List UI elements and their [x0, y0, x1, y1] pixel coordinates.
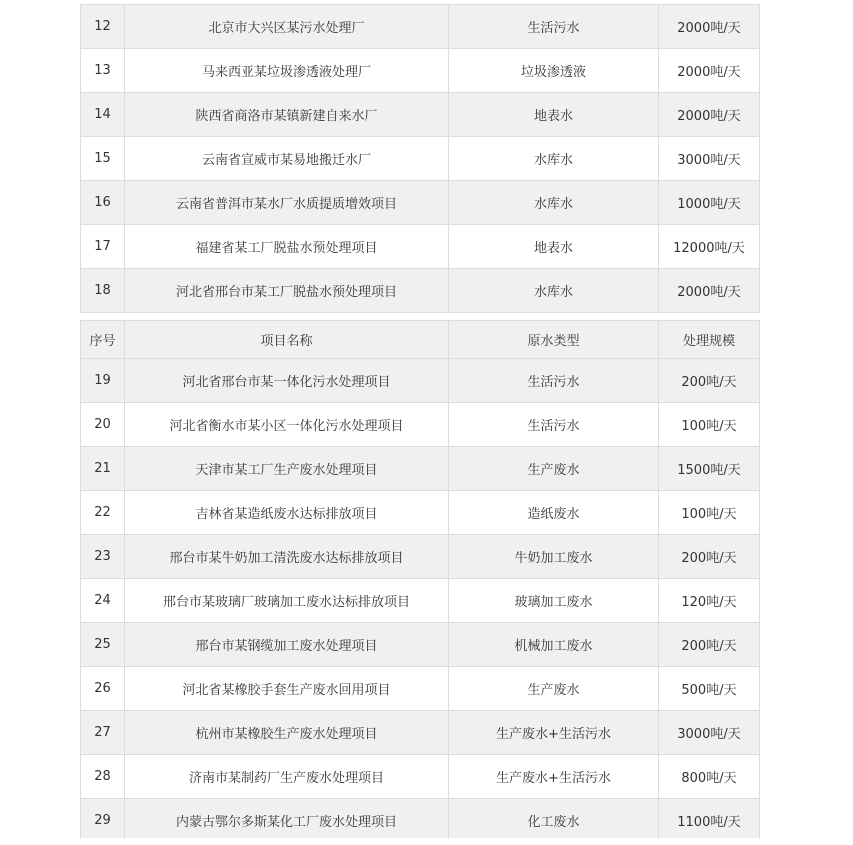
cell-no: 23	[81, 535, 125, 579]
cell-no: 25	[81, 623, 125, 667]
project-table-bottom-body	[81, 321, 760, 843]
cell-water-type: 垃圾渗透液	[449, 49, 659, 93]
header-cell-scale: 处理规模	[659, 321, 760, 359]
cell-no: 27	[81, 711, 125, 755]
table-header-row	[81, 321, 760, 359]
table-row	[81, 403, 760, 447]
cell-scale: 3000吨/天	[659, 137, 760, 181]
cell-water-type: 生产废水+生活污水	[449, 755, 659, 799]
cell-water-type: 生活污水	[449, 359, 659, 403]
table-row	[81, 579, 760, 623]
cell-project-name: 吉林省某造纸废水达标排放项目	[125, 491, 449, 535]
cell-project-name: 福建省某工厂脱盐水预处理项目	[125, 225, 449, 269]
table-row	[81, 447, 760, 491]
cell-project-name: 河北省某橡胶手套生产废水回用项目	[125, 667, 449, 711]
cell-no: 14	[81, 93, 125, 137]
cell-water-type: 造纸废水	[449, 491, 659, 535]
cell-project-name: 杭州市某橡胶生产废水处理项目	[125, 711, 449, 755]
table-row	[81, 225, 760, 269]
table-row	[81, 137, 760, 181]
cell-scale: 120吨/天	[659, 579, 760, 623]
cell-scale: 1100吨/天	[659, 799, 760, 843]
table-row	[81, 93, 760, 137]
table-row	[81, 5, 760, 49]
project-table-top	[80, 4, 760, 313]
cell-water-type: 牛奶加工废水	[449, 535, 659, 579]
cell-water-type: 机械加工废水	[449, 623, 659, 667]
table-row	[81, 181, 760, 225]
cell-no: 28	[81, 755, 125, 799]
cell-water-type: 生产废水+生活污水	[449, 711, 659, 755]
header-cell-no: 序号	[81, 321, 125, 359]
table-row	[81, 623, 760, 667]
table-row	[81, 49, 760, 93]
cell-scale: 12000吨/天	[659, 225, 760, 269]
cell-water-type: 水库水	[449, 269, 659, 313]
cell-scale: 200吨/天	[659, 623, 760, 667]
cell-no: 21	[81, 447, 125, 491]
cell-water-type: 地表水	[449, 225, 659, 269]
cell-no: 24	[81, 579, 125, 623]
cell-scale: 100吨/天	[659, 403, 760, 447]
cell-project-name: 邢台市某牛奶加工清洗废水达标排放项目	[125, 535, 449, 579]
table-row	[81, 755, 760, 799]
table-row	[81, 359, 760, 403]
cell-scale: 800吨/天	[659, 755, 760, 799]
cell-water-type: 水库水	[449, 137, 659, 181]
table-row	[81, 711, 760, 755]
cell-scale: 2000吨/天	[659, 269, 760, 313]
cell-scale: 2000吨/天	[659, 93, 760, 137]
cell-no: 29	[81, 799, 125, 843]
cell-no: 13	[81, 49, 125, 93]
cell-no: 22	[81, 491, 125, 535]
cell-project-name: 河北省邢台市某工厂脱盐水预处理项目	[125, 269, 449, 313]
bottom-fade	[0, 838, 853, 845]
cell-project-name: 天津市某工厂生产废水处理项目	[125, 447, 449, 491]
cell-project-name: 内蒙古鄂尔多斯某化工厂废水处理项目	[125, 799, 449, 843]
cell-scale: 1500吨/天	[659, 447, 760, 491]
cell-scale: 2000吨/天	[659, 5, 760, 49]
cell-scale: 1000吨/天	[659, 181, 760, 225]
cell-no: 20	[81, 403, 125, 447]
cell-project-name: 河北省衡水市某小区一体化污水处理项目	[125, 403, 449, 447]
table-row	[81, 269, 760, 313]
cell-no: 18	[81, 269, 125, 313]
cell-no: 17	[81, 225, 125, 269]
cell-no: 12	[81, 5, 125, 49]
cell-water-type: 生产废水	[449, 447, 659, 491]
header-cell-name: 项目名称	[125, 321, 449, 359]
project-table-top-body	[81, 5, 760, 313]
table-row	[81, 799, 760, 843]
cell-scale: 200吨/天	[659, 535, 760, 579]
cell-project-name: 北京市大兴区某污水处理厂	[125, 5, 449, 49]
cell-water-type: 地表水	[449, 93, 659, 137]
cell-project-name: 邢台市某玻璃厂玻璃加工废水达标排放项目	[125, 579, 449, 623]
cell-no: 26	[81, 667, 125, 711]
project-table-bottom	[80, 320, 760, 843]
cell-water-type: 生活污水	[449, 5, 659, 49]
table-row	[81, 535, 760, 579]
cell-project-name: 云南省普洱市某水厂水质提质增效项目	[125, 181, 449, 225]
cell-water-type: 生活污水	[449, 403, 659, 447]
cell-no: 19	[81, 359, 125, 403]
table-row	[81, 667, 760, 711]
cell-water-type: 生产废水	[449, 667, 659, 711]
cell-project-name: 云南省宣威市某易地搬迁水厂	[125, 137, 449, 181]
cell-scale: 2000吨/天	[659, 49, 760, 93]
cell-water-type: 化工废水	[449, 799, 659, 843]
cell-no: 15	[81, 137, 125, 181]
table-row	[81, 491, 760, 535]
cell-project-name: 马来西亚某垃圾渗透液处理厂	[125, 49, 449, 93]
cell-scale: 500吨/天	[659, 667, 760, 711]
cell-water-type: 水库水	[449, 181, 659, 225]
cell-project-name: 陕西省商洛市某镇新建自来水厂	[125, 93, 449, 137]
cell-project-name: 邢台市某钢缆加工废水处理项目	[125, 623, 449, 667]
cell-scale: 200吨/天	[659, 359, 760, 403]
cell-no: 16	[81, 181, 125, 225]
cell-scale: 100吨/天	[659, 491, 760, 535]
cell-scale: 3000吨/天	[659, 711, 760, 755]
cell-water-type: 玻璃加工废水	[449, 579, 659, 623]
cell-project-name: 河北省邢台市某一体化污水处理项目	[125, 359, 449, 403]
header-cell-type: 原水类型	[449, 321, 659, 359]
cell-project-name: 济南市某制药厂生产废水处理项目	[125, 755, 449, 799]
